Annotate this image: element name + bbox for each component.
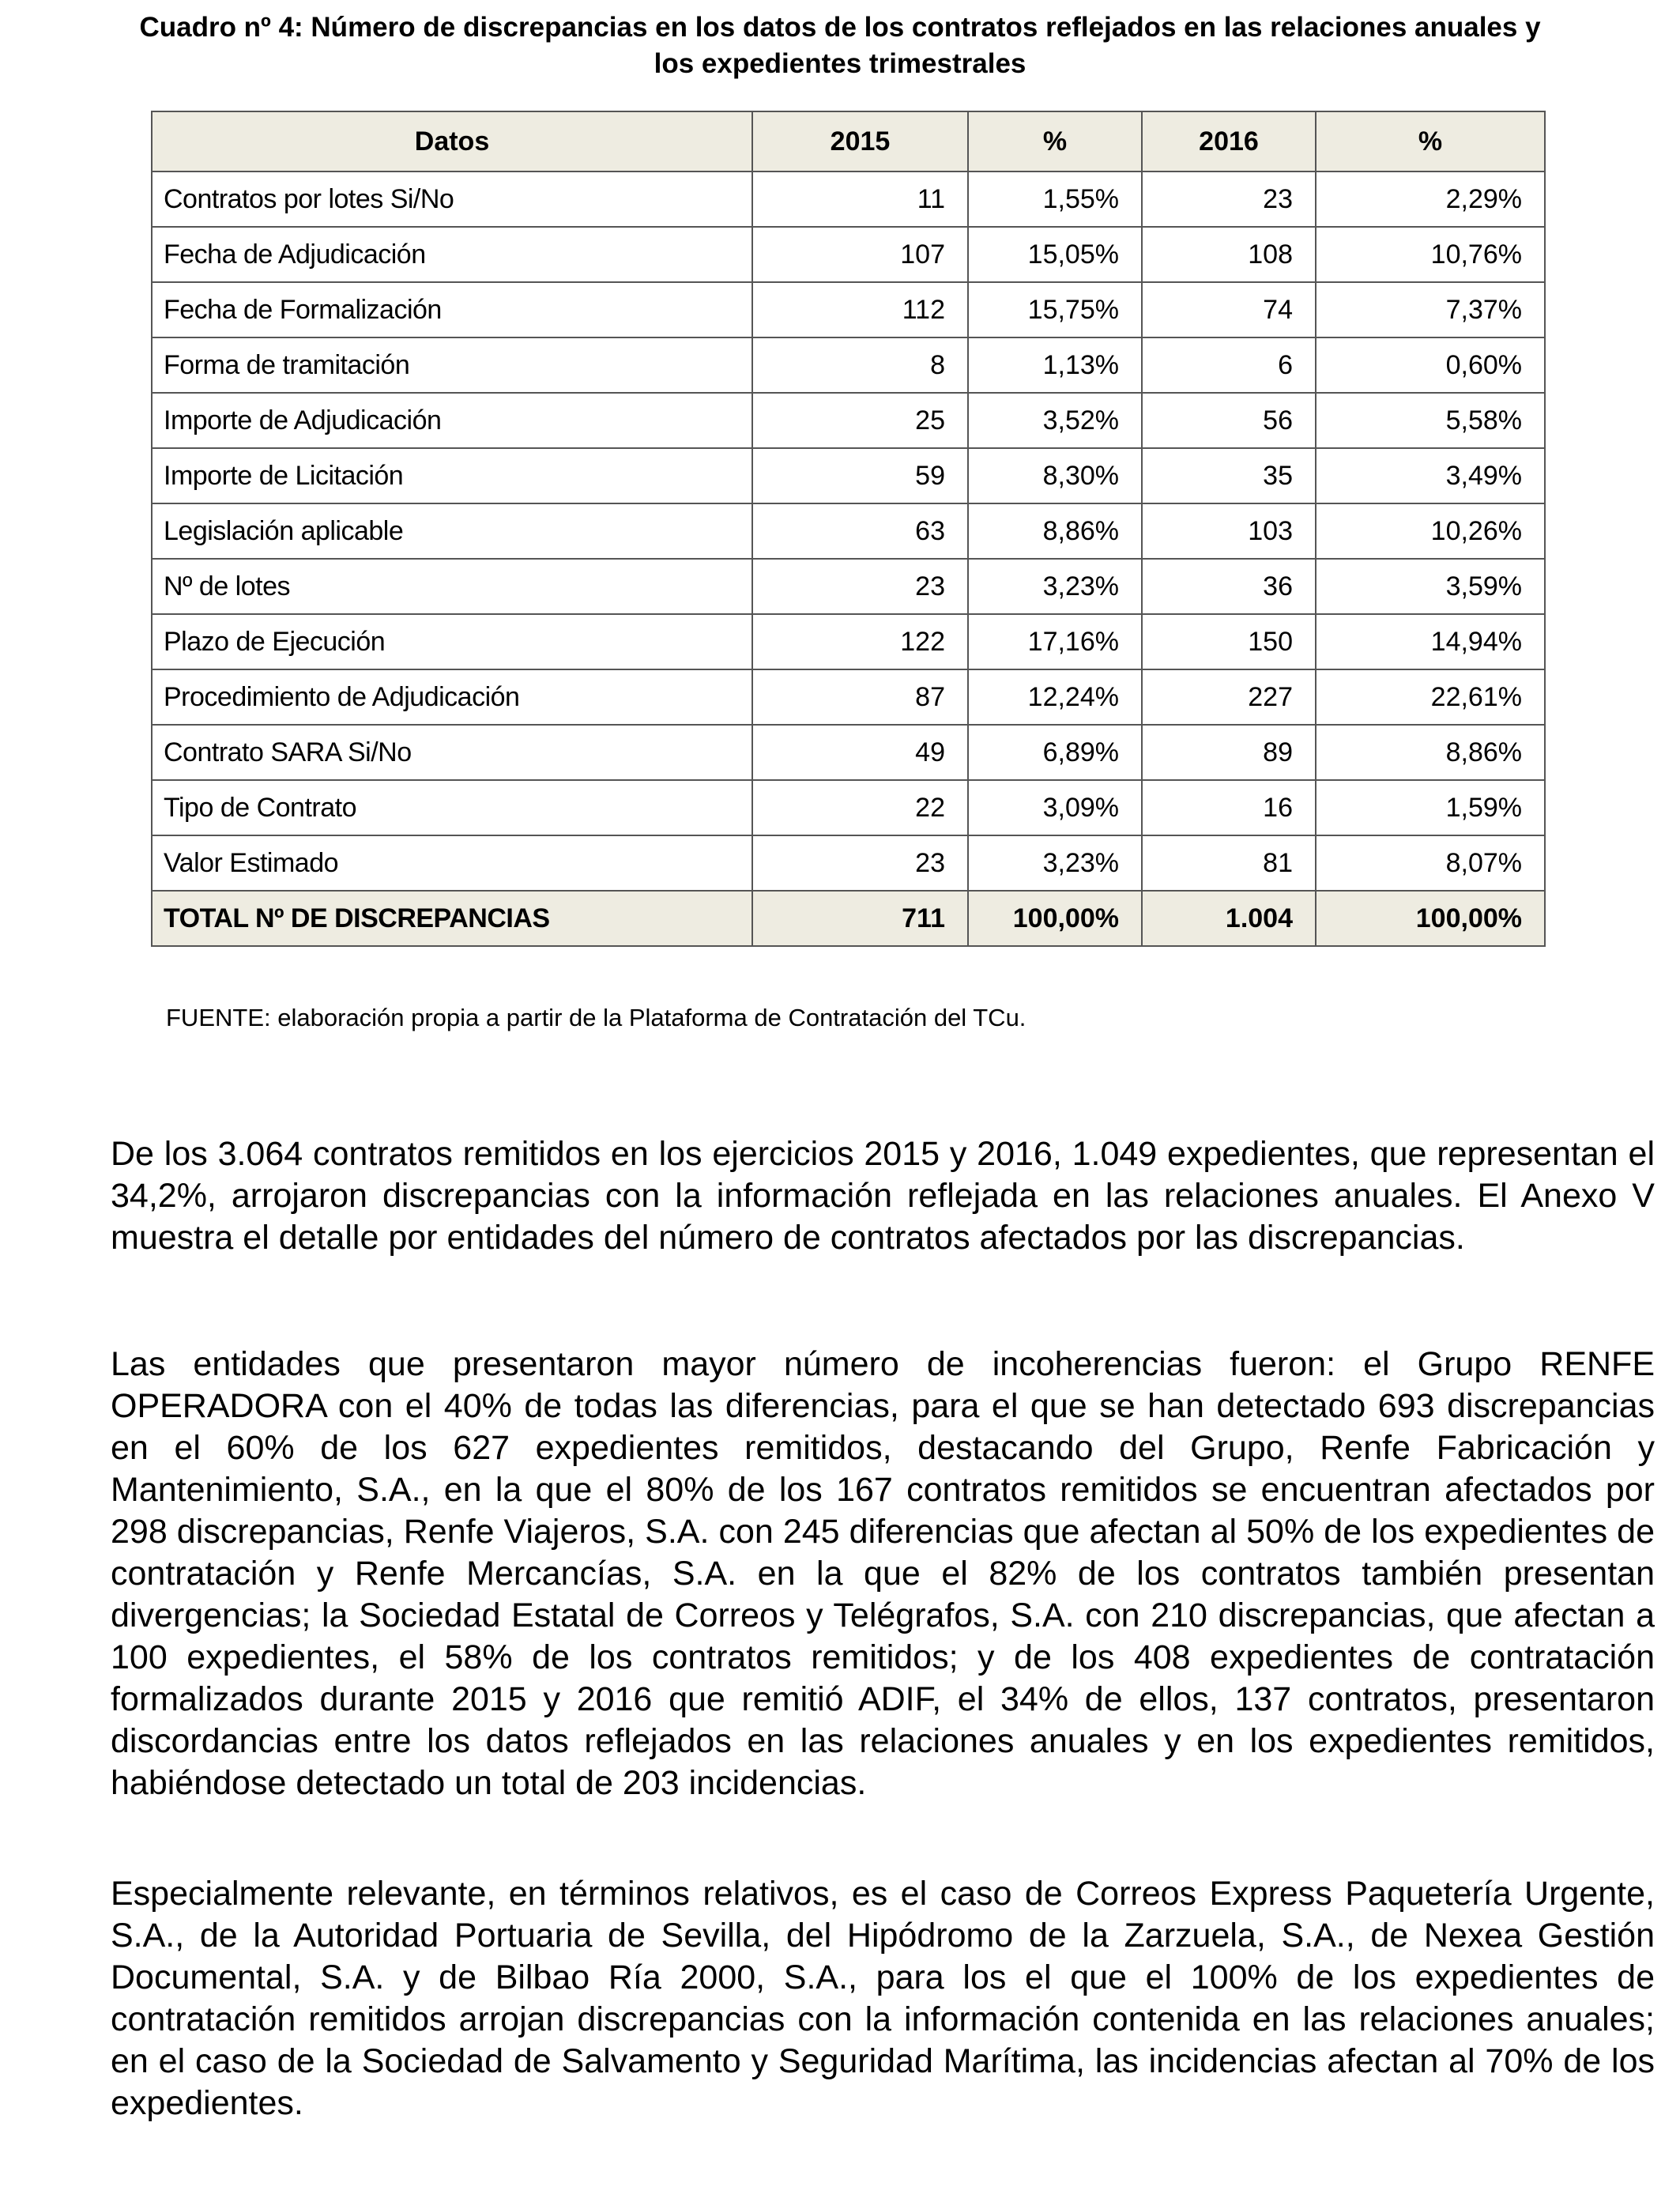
pct-2015: 8,86%: [968, 503, 1142, 559]
value-2016: 23: [1142, 172, 1316, 227]
discrepancies-table: [151, 111, 1546, 947]
pct-2016: 10,26%: [1316, 503, 1545, 559]
value-2015: 23: [752, 835, 968, 891]
row-label: Valor Estimado: [152, 835, 752, 891]
table-header-row: [152, 111, 1545, 172]
table-row: [152, 780, 1545, 835]
body-paragraph: Especialmente relevante, en términos relativos, es el caso de Correos Express Paquetería Urgente, S.A., de la Autoridad Portuaria de Sevilla, del Hipódromo de la Zarzuela, S.A., de Nexea Gestión Documental, S.A. y de Bilbao Ría 2000, S.A., para los el que el 100% de los expedientes de contratación remitidos arrojan discrepancias con la información contenida en las relaciones anuales; en el caso de la Sociedad de Salvamento y Seguridad Marítima, las incidencias afectan al 70% de los expedientes.: [111, 1875, 1655, 2122]
column-header-datos: Datos: [152, 111, 752, 172]
total-pct-2016: 100,00%: [1316, 891, 1545, 946]
pct-2015: 3,23%: [968, 559, 1142, 614]
pct-2016: 3,49%: [1316, 448, 1545, 503]
pct-2015: 17,16%: [968, 614, 1142, 669]
value-2015: 22: [752, 780, 968, 835]
row-label: Forma de tramitación: [152, 337, 752, 393]
pct-2016: 0,60%: [1316, 337, 1545, 393]
pct-2015: 1,55%: [968, 172, 1142, 227]
value-2016: 150: [1142, 614, 1316, 669]
value-2015: 122: [752, 614, 968, 669]
value-2015: 25: [752, 393, 968, 448]
pct-2015: 15,75%: [968, 282, 1142, 337]
value-2015: 112: [752, 282, 968, 337]
column-header-pct-2016: %: [1316, 111, 1545, 172]
pct-2016: 8,07%: [1316, 835, 1545, 891]
pct-2016: 8,86%: [1316, 725, 1545, 780]
row-label: Contratos por lotes Si/No: [152, 172, 752, 227]
total-pct-2015: 100,00%: [968, 891, 1142, 946]
pct-2016: 2,29%: [1316, 172, 1545, 227]
body-paragraph: Las entidades que presentaron mayor número de incoherencias fueron: el Grupo RENFE OPERADORA con el 40% de todas las diferencias, para el que se han detectado 693 discrepancias en el 60% de los 627 expedientes remitidos, destacando del Grupo, Renfe Fabricación y Mantenimiento, S.A., en la que el 80% de los 167 contratos remitidos se encuentran afectados por 298 discrepancias, Renfe Viajeros, S.A. con 245 diferencias que afectan al 50% de los expedientes de contratación y Renfe Mercancías, S.A. en la que el 82% de los contratos también presentan divergencias; la Sociedad Estatal de Correos y Telégrafos, S.A. con 210 discrepancias, que afectan a 100 expedientes, el 58% de los contratos remitidos; y de los 408 expedientes de contratación formalizados durante 2015 y 2016 que remitió ADIF, el 34% de ellos, 137 contratos, presentaron discordancias entre los datos reflejados en las relaciones anuales y en los expedientes remitidos, habiéndose detectado un total de 203 incidencias.: [111, 1345, 1655, 1802]
body-paragraph: De los 3.064 contratos remitidos en los ejercicios 2015 y 2016, 1.049 expedientes, que representan el 34,2%, arrojaron discrepancias con la información reflejada en las relaciones anuales. El Anexo V muestra el detalle por entidades del número de contratos afectados por las discrepancias.: [111, 1135, 1655, 1257]
value-2015: 107: [752, 227, 968, 282]
pct-2015: 3,09%: [968, 780, 1142, 835]
total-label: TOTAL Nº DE DISCREPANCIAS: [152, 891, 752, 946]
row-label: Fecha de Adjudicación: [152, 227, 752, 282]
value-2016: 16: [1142, 780, 1316, 835]
table-row: [152, 227, 1545, 282]
pct-2016: 14,94%: [1316, 614, 1545, 669]
table-row: [152, 835, 1545, 891]
pct-2015: 6,89%: [968, 725, 1142, 780]
value-2016: 89: [1142, 725, 1316, 780]
table-row: [152, 614, 1545, 669]
table-row: [152, 172, 1545, 227]
column-header-pct-2015: %: [968, 111, 1142, 172]
value-2016: 6: [1142, 337, 1316, 393]
table-row: [152, 503, 1545, 559]
table-row: [152, 448, 1545, 503]
table-row: [152, 393, 1545, 448]
value-2016: 36: [1142, 559, 1316, 614]
pct-2016: 10,76%: [1316, 227, 1545, 282]
pct-2015: 8,30%: [968, 448, 1142, 503]
column-header-2016: 2016: [1142, 111, 1316, 172]
value-2015: 59: [752, 448, 968, 503]
pct-2016: 1,59%: [1316, 780, 1545, 835]
value-2015: 8: [752, 337, 968, 393]
value-2016: 227: [1142, 669, 1316, 725]
table-row: [152, 559, 1545, 614]
table-row: [152, 669, 1545, 725]
row-label: Nº de lotes: [152, 559, 752, 614]
pct-2016: 5,58%: [1316, 393, 1545, 448]
value-2016: 74: [1142, 282, 1316, 337]
table-row: [152, 282, 1545, 337]
table-caption: Cuadro nº 4: Número de discrepancias en los datos de los contratos reflejados en las relaciones anuales y los expedientes trimestrales: [139, 12, 1541, 79]
table-source-note: FUENTE: elaboración propia a partir de la Plataforma de Contratación del TCu.: [166, 1004, 1026, 1031]
row-label: Legislación aplicable: [152, 503, 752, 559]
pct-2015: 12,24%: [968, 669, 1142, 725]
value-2015: 23: [752, 559, 968, 614]
table-row: [152, 725, 1545, 780]
value-2015: 49: [752, 725, 968, 780]
row-label: Importe de Adjudicación: [152, 393, 752, 448]
row-label: Procedimiento de Adjudicación: [152, 669, 752, 725]
pct-2015: 1,13%: [968, 337, 1142, 393]
value-2016: 56: [1142, 393, 1316, 448]
pct-2016: 7,37%: [1316, 282, 1545, 337]
pct-2015: 3,52%: [968, 393, 1142, 448]
value-2015: 87: [752, 669, 968, 725]
column-header-2015: 2015: [752, 111, 968, 172]
pct-2015: 3,23%: [968, 835, 1142, 891]
value-2016: 81: [1142, 835, 1316, 891]
row-label: Fecha de Formalización: [152, 282, 752, 337]
pct-2016: 3,59%: [1316, 559, 1545, 614]
table-row: [152, 337, 1545, 393]
value-2016: 35: [1142, 448, 1316, 503]
row-label: Contrato SARA Si/No: [152, 725, 752, 780]
value-2016: 103: [1142, 503, 1316, 559]
row-label: Importe de Licitación: [152, 448, 752, 503]
row-label: Plazo de Ejecución: [152, 614, 752, 669]
total-2016: 1.004: [1142, 891, 1316, 946]
table-total-row: [152, 891, 1545, 946]
value-2016: 108: [1142, 227, 1316, 282]
total-2015: 711: [752, 891, 968, 946]
pct-2016: 22,61%: [1316, 669, 1545, 725]
value-2015: 11: [752, 172, 968, 227]
row-label: Tipo de Contrato: [152, 780, 752, 835]
value-2015: 63: [752, 503, 968, 559]
pct-2015: 15,05%: [968, 227, 1142, 282]
